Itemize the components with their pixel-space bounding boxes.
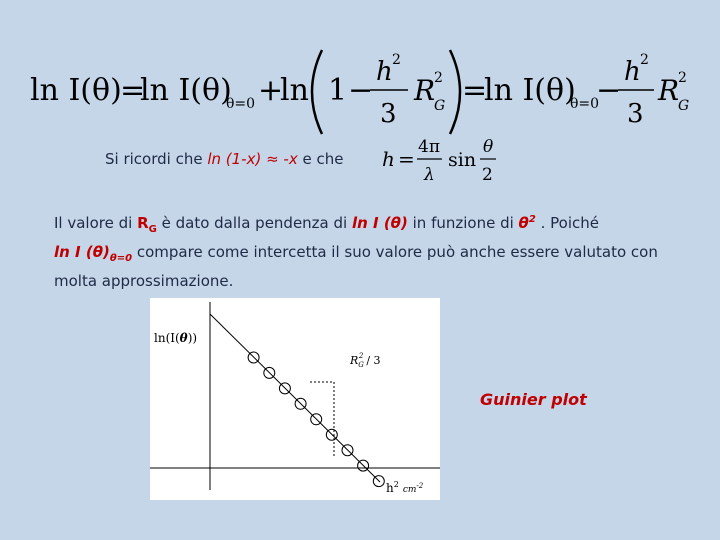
eq-frac-num-exp: 2: [392, 52, 401, 68]
plot-annotation-r: R: [350, 354, 359, 367]
main-equation-svg: [30, 42, 700, 142]
h-var: h: [382, 147, 395, 171]
plot-x-unit: cm: [402, 485, 417, 495]
eq-rg-exp: 2: [434, 70, 443, 86]
eq-frac-den: 3: [380, 99, 397, 129]
plot-fit-line: [210, 314, 380, 482]
eq-rg-2: R: [658, 74, 680, 107]
eq-plus: +: [258, 73, 284, 108]
eq-sub-1: θ=0: [226, 96, 256, 112]
h-theta: θ: [483, 137, 494, 157]
h-eq: =: [398, 147, 415, 171]
explanation-paragraph: [54, 208, 704, 293]
eq-right-paren: [450, 50, 460, 134]
eq-ln-term-1: ln I(θ): [140, 73, 232, 108]
eq-frac-num: h: [376, 57, 393, 87]
eq-ln-2: ln: [280, 73, 309, 108]
eq-rg-sub: G: [434, 98, 446, 114]
para-p1: Il valore di: [54, 214, 138, 232]
para-theta2-letter: θ: [518, 214, 529, 232]
plot-annotation-sub: G: [358, 361, 364, 369]
para-rg-letter: R: [137, 214, 149, 232]
eq-rg-sub-2: G: [678, 98, 690, 114]
plot-x-label: [386, 480, 424, 495]
eq-ln-term-3: ln I(θ): [484, 73, 576, 108]
h-sin: sin: [448, 149, 477, 171]
guinier-plot-svg: [150, 298, 440, 500]
para-p4: . Poiché: [535, 214, 599, 232]
h-equation: [380, 132, 510, 190]
plot-x-unit-exp: -2: [416, 482, 424, 490]
para-lni0-sub: θ=0: [109, 253, 133, 264]
para-p3: in funzione di: [407, 214, 519, 232]
eq-rg: R: [414, 74, 436, 107]
eq-rg-exp-2: 2: [678, 70, 687, 86]
plot-annotation-exp: 2: [358, 352, 364, 360]
hint-text-pre: Si ricordi che: [105, 150, 203, 168]
plot-x-label-exp: 2: [393, 480, 399, 489]
para-p2: è dato dalla pendenza di: [156, 214, 352, 232]
eq-minus-1: −: [348, 73, 374, 108]
eq-lhs: ln I(θ): [30, 73, 122, 108]
eq-equals-1: =: [120, 73, 146, 108]
para-theta2-exp: 2: [528, 214, 536, 225]
plot-y-label-a: ln(I(: [154, 331, 180, 345]
para-rg: [137, 214, 157, 235]
hint-text-post: e che: [302, 150, 344, 168]
guinier-caption: Guinier plot: [480, 390, 587, 409]
hint-formula: ln (1-x) ≈ -x: [207, 150, 298, 168]
para-p5: compare come intercetta il suo valore può anche essere valutato con molta approssimazione.: [54, 243, 658, 290]
plot-annotation: [349, 352, 381, 369]
eq-one: 1: [328, 73, 348, 108]
eq-frac2-num-exp: 2: [640, 52, 649, 68]
eq-left-paren: [312, 50, 322, 134]
main-equation: [30, 42, 700, 142]
para-lni0-text: ln I (θ): [54, 243, 110, 261]
h-num: 4π: [418, 137, 440, 157]
guinier-plot: [150, 298, 440, 500]
plot-y-label-theta: θ: [179, 331, 188, 345]
eq-frac2-den: 3: [627, 99, 644, 129]
para-rg-sub: G: [148, 224, 157, 235]
para-lni0: [54, 243, 133, 264]
plot-x-label-h: h: [386, 481, 394, 495]
plot-y-label: [154, 331, 197, 345]
eq-sub-3: θ=0: [570, 96, 600, 112]
eq-equals-2: =: [462, 73, 488, 108]
h-equation-svg: [380, 132, 510, 190]
para-theta2: [519, 214, 536, 232]
h-den: λ: [424, 165, 435, 185]
h-two: 2: [482, 165, 493, 185]
para-lni: ln I (θ): [351, 214, 408, 232]
plot-y-label-b: )): [187, 331, 198, 345]
plot-annotation-tail: / 3: [366, 354, 381, 367]
hint-line: [105, 150, 343, 168]
eq-frac2-num: h: [624, 57, 641, 87]
eq-minus-2: −: [596, 73, 622, 108]
